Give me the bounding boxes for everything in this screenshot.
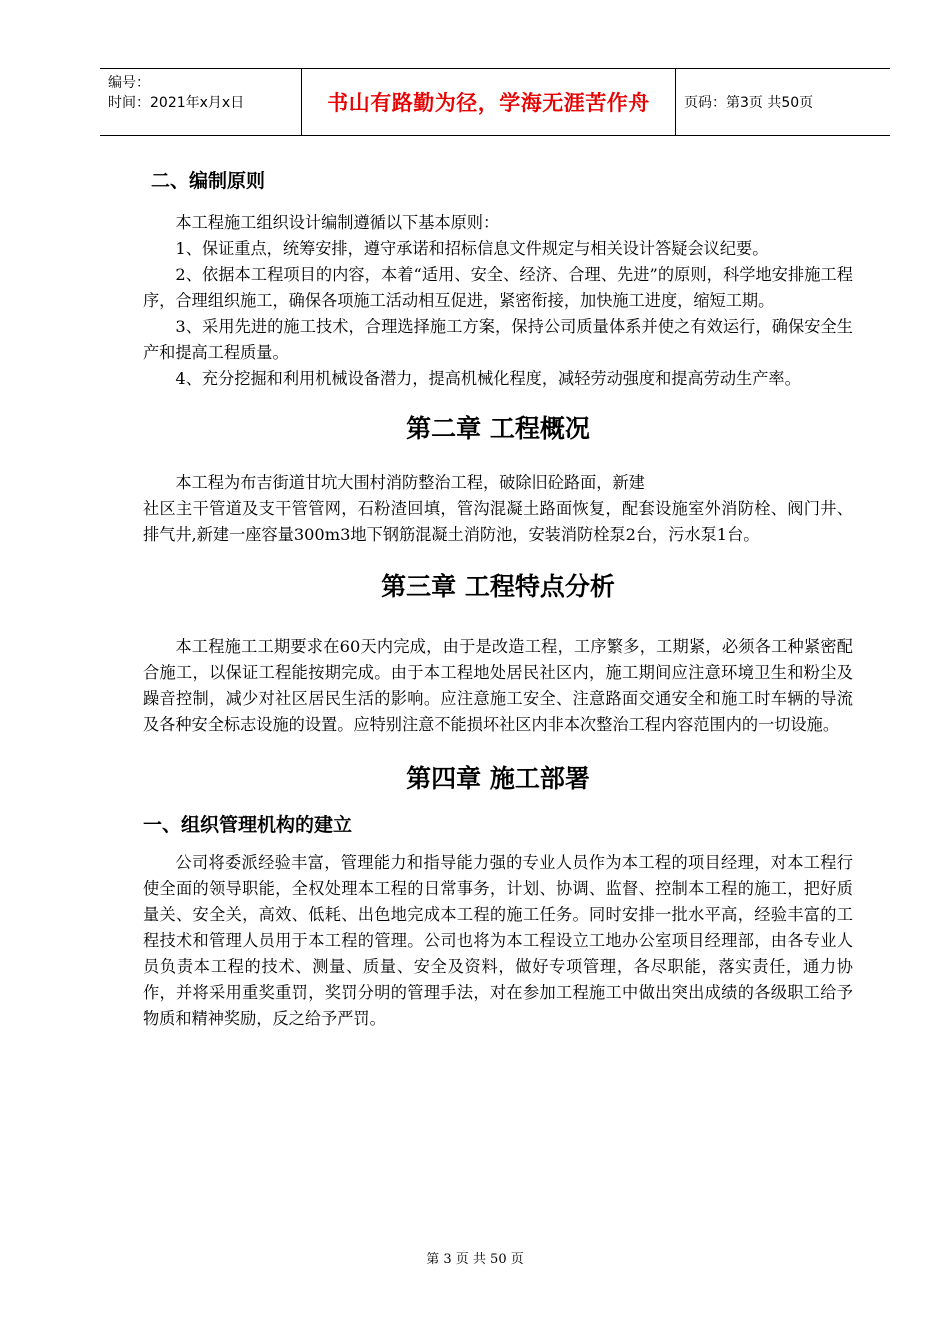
paragraph: 社区主干管道及支干管管网，石粉渣回填，管沟混凝土路面恢复，配套设施室外消防栓、阀门井、排气井,新建一座容量300m3地下钢筋混凝土消防池，安装消防栓泵2台，污水泵1台。 xyxy=(143,499,853,544)
header-page-info: 页码：第3页 共50页 xyxy=(684,95,814,111)
paragraph: 3、采用先进的施工技术，合理选择施工方案，保持公司质量体系并使之有效运行，确保安全生产和提高工程质量。 xyxy=(143,317,853,362)
header-motto: 书山有路勤为径，学海无涯苦作舟 xyxy=(302,69,676,135)
section-heading-organization: 一、组织管理机构的建立 xyxy=(143,814,353,836)
paragraph: 2、依据本工程项目的内容，本着“适用、安全、经济、合理、先进”的原则，科学地安排施工程序，合理组织施工，确保各项施工活动相互促进，紧密衔接，加快施工进度，缩短工期。 xyxy=(143,265,853,310)
paragraph: 4、充分挖掘和利用机械设备潜力，提高机械化程度，减轻劳动强度和提高劳动生产率。 xyxy=(175,369,801,388)
document-date: 时间：2021年x月x日 xyxy=(108,95,245,111)
paragraph: 公司将委派经验丰富，管理能力和指导能力强的专业人员作为本工程的项目经理，对本工程行使全面的领导职能，全权处理本工程的日常事务，计划、协调、监督、控制本工程的施工，把好质量关、安全关，高效、低耗、出色地完成本工程的施工任务。同时安排一批水平高，经验丰富的工程技术和管理人员用于本工程的管理。公司也将为本工程设立工地办公室项目经理部，由各专业人员负责本工程的技术、测量、质量、安全及资料，做好专项管理，各尽职能，落实责任，通力协作，并将采用重奖重罚，奖罚分明的管理手法，对在参加工程施工中做出突出成绩的各级职工给予物质和精神奖励，反之给予严罚。 xyxy=(143,853,853,1028)
paragraph: 本工程施工工期要求在60天内完成，由于是改造工程，工序繁多，工期紧，必须各工种紧密配合施工，以保证工程能按期完成。由于本工程地处居民社区内，施工期间应注意环境卫生和粉尘及躁音控制，减少对社区居民生活的影响。应注意施工安全、注意路面交通安全和施工时车辆的导流及各种安全标志设施的设置。应特别注意不能损坏社区内非本次整治工程内容范围内的一切设施。 xyxy=(143,637,853,734)
page-footer: 第 3 页 共 50 页 xyxy=(426,1252,524,1267)
header-meta xyxy=(100,69,302,135)
chapter-title-deployment: 第四章 施工部署 xyxy=(406,764,590,793)
section-heading-principles: 二、编制原则 xyxy=(151,170,266,192)
chapter-title-features: 第三章 工程特点分析 xyxy=(381,572,615,601)
page-header xyxy=(100,68,890,136)
paragraph: 本工程施工组织设计编制遵循以下基本原则： xyxy=(175,213,500,232)
document-body xyxy=(143,168,853,1032)
paragraph: 本工程为布吉街道甘坑大围村消防整治工程，破除旧砼路面，新建 xyxy=(175,473,645,492)
chapter-title-overview: 第二章 工程概况 xyxy=(406,414,590,443)
document-number-label: 编号： xyxy=(108,75,150,91)
paragraph: 1、保证重点，统筹安排，遵守承诺和招标信息文件规定与相关设计答疑会议纪要。 xyxy=(175,239,769,258)
